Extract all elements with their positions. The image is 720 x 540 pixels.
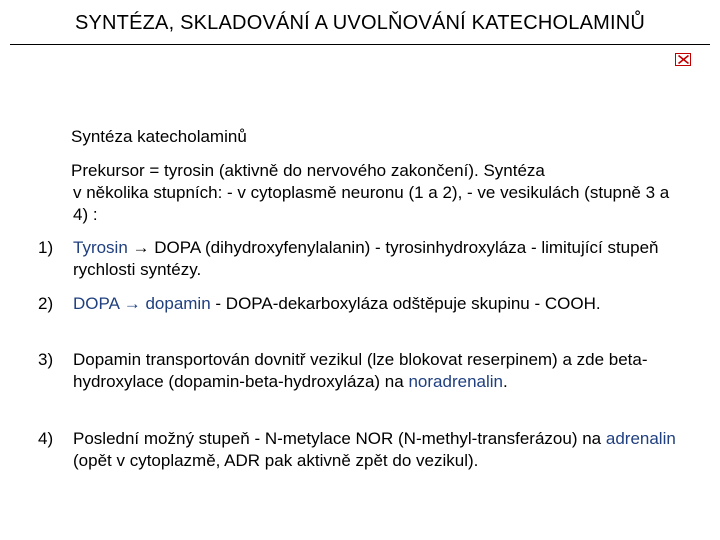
close-x-icon bbox=[678, 55, 689, 64]
arrow-symbol: → bbox=[132, 238, 150, 257]
arrow-symbol: → bbox=[123, 294, 141, 313]
list-item-body bbox=[73, 237, 678, 281]
list-number: 1) bbox=[38, 238, 54, 257]
list-item-body bbox=[73, 349, 678, 393]
item-text: Dopamin transportován dovnitř vezikul (lze blokovat reserpinem) a zde beta-hydroxylace (dopamin-beta-hydroxyláza) na bbox=[73, 350, 648, 391]
term-tyrosin: Tyrosin bbox=[73, 238, 128, 257]
term-noradrenalin: noradrenalin bbox=[408, 372, 503, 391]
list-item-3 bbox=[38, 349, 678, 393]
list-number: 4) bbox=[38, 429, 54, 448]
term-dopamin: dopamin bbox=[145, 294, 211, 313]
item-end: . bbox=[502, 372, 508, 391]
term-adrenalin: adrenalin bbox=[605, 429, 676, 448]
list-number: 3) bbox=[38, 350, 54, 369]
list-item-4 bbox=[38, 428, 678, 472]
list-item-1 bbox=[38, 237, 678, 281]
term-dopa: DOPA bbox=[73, 294, 119, 313]
close-button[interactable] bbox=[675, 53, 691, 66]
list-number: 2) bbox=[38, 294, 54, 313]
list-item-body bbox=[73, 293, 678, 315]
slide-title: SYNTÉZA, SKLADOVÁNÍ A UVOLŇOVÁNÍ KATECHOLAMINŮ bbox=[74, 12, 646, 34]
item-text: Poslední možný stupeň - N-metylace NOR (N-methyl-transferázou) na bbox=[73, 429, 602, 448]
intro-rest: v několika stupních: - v cytoplasmě neuronu (1 a 2), - ve vesikulách (stupně 3 a 4) : bbox=[73, 183, 670, 224]
intro-paragraph bbox=[73, 160, 683, 226]
item-end: (opět v cytoplazmě, ADR pak aktivně zpět do vezikul). bbox=[73, 451, 479, 470]
title-divider bbox=[10, 44, 710, 45]
item-text: DOPA (dihydroxyfenylalanin) - tyrosinhydroxyláza - limitující stupeň rychlosti syntézy. bbox=[73, 238, 659, 279]
list-item-body bbox=[73, 428, 678, 472]
list-item-2 bbox=[38, 293, 678, 315]
section-subtitle: Syntéza katecholaminů bbox=[71, 127, 247, 146]
item-text: - DOPA-dekarboxyláza odštěpuje skupinu - COOH. bbox=[215, 294, 601, 313]
intro-line-1: Prekursor = tyrosin (aktivně do nervového zakončení). Syntéza bbox=[71, 161, 545, 180]
